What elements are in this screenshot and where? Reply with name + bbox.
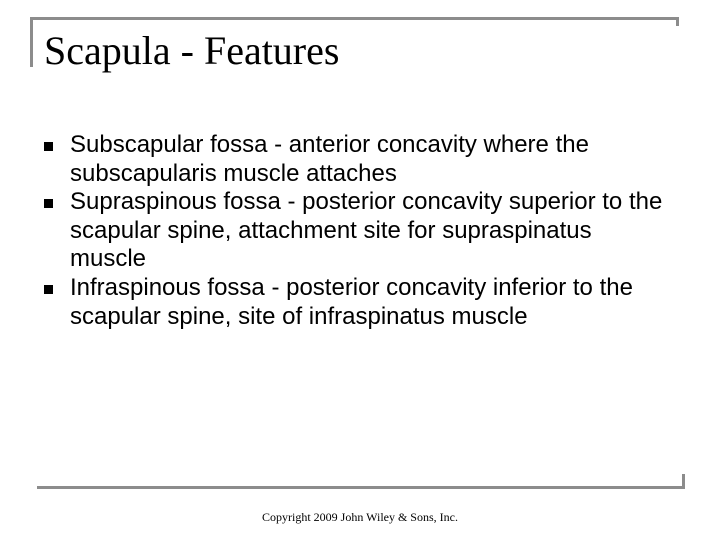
slide-title: Scapula - Features bbox=[44, 28, 340, 73]
bullet-item bbox=[44, 131, 674, 188]
bullet-item bbox=[44, 274, 674, 331]
bottom-right-frame-line bbox=[682, 474, 685, 489]
right-frame-line bbox=[676, 17, 679, 26]
bottom-frame-line bbox=[37, 486, 685, 489]
copyright-footer: Copyright 2009 John Wiley & Sons, Inc. bbox=[262, 510, 458, 524]
bullet-text: Infraspinous fossa - posterior concavity inferior to the scapular spine, site of infraspinatus muscle bbox=[70, 273, 633, 330]
top-frame-line bbox=[30, 17, 678, 20]
left-frame-line bbox=[30, 17, 33, 67]
square-bullet-icon bbox=[44, 142, 53, 151]
bullet-text: Supraspinous fossa - posterior concavity superior to the scapular spine, attachment site for supraspinatus muscle bbox=[70, 188, 663, 273]
square-bullet-icon bbox=[44, 285, 53, 294]
bullet-item bbox=[44, 188, 674, 274]
bullet-text: Subscapular fossa - anterior concavity where the subscapularis muscle attaches bbox=[70, 131, 589, 187]
bullet-list bbox=[44, 131, 674, 331]
square-bullet-icon bbox=[44, 199, 53, 208]
